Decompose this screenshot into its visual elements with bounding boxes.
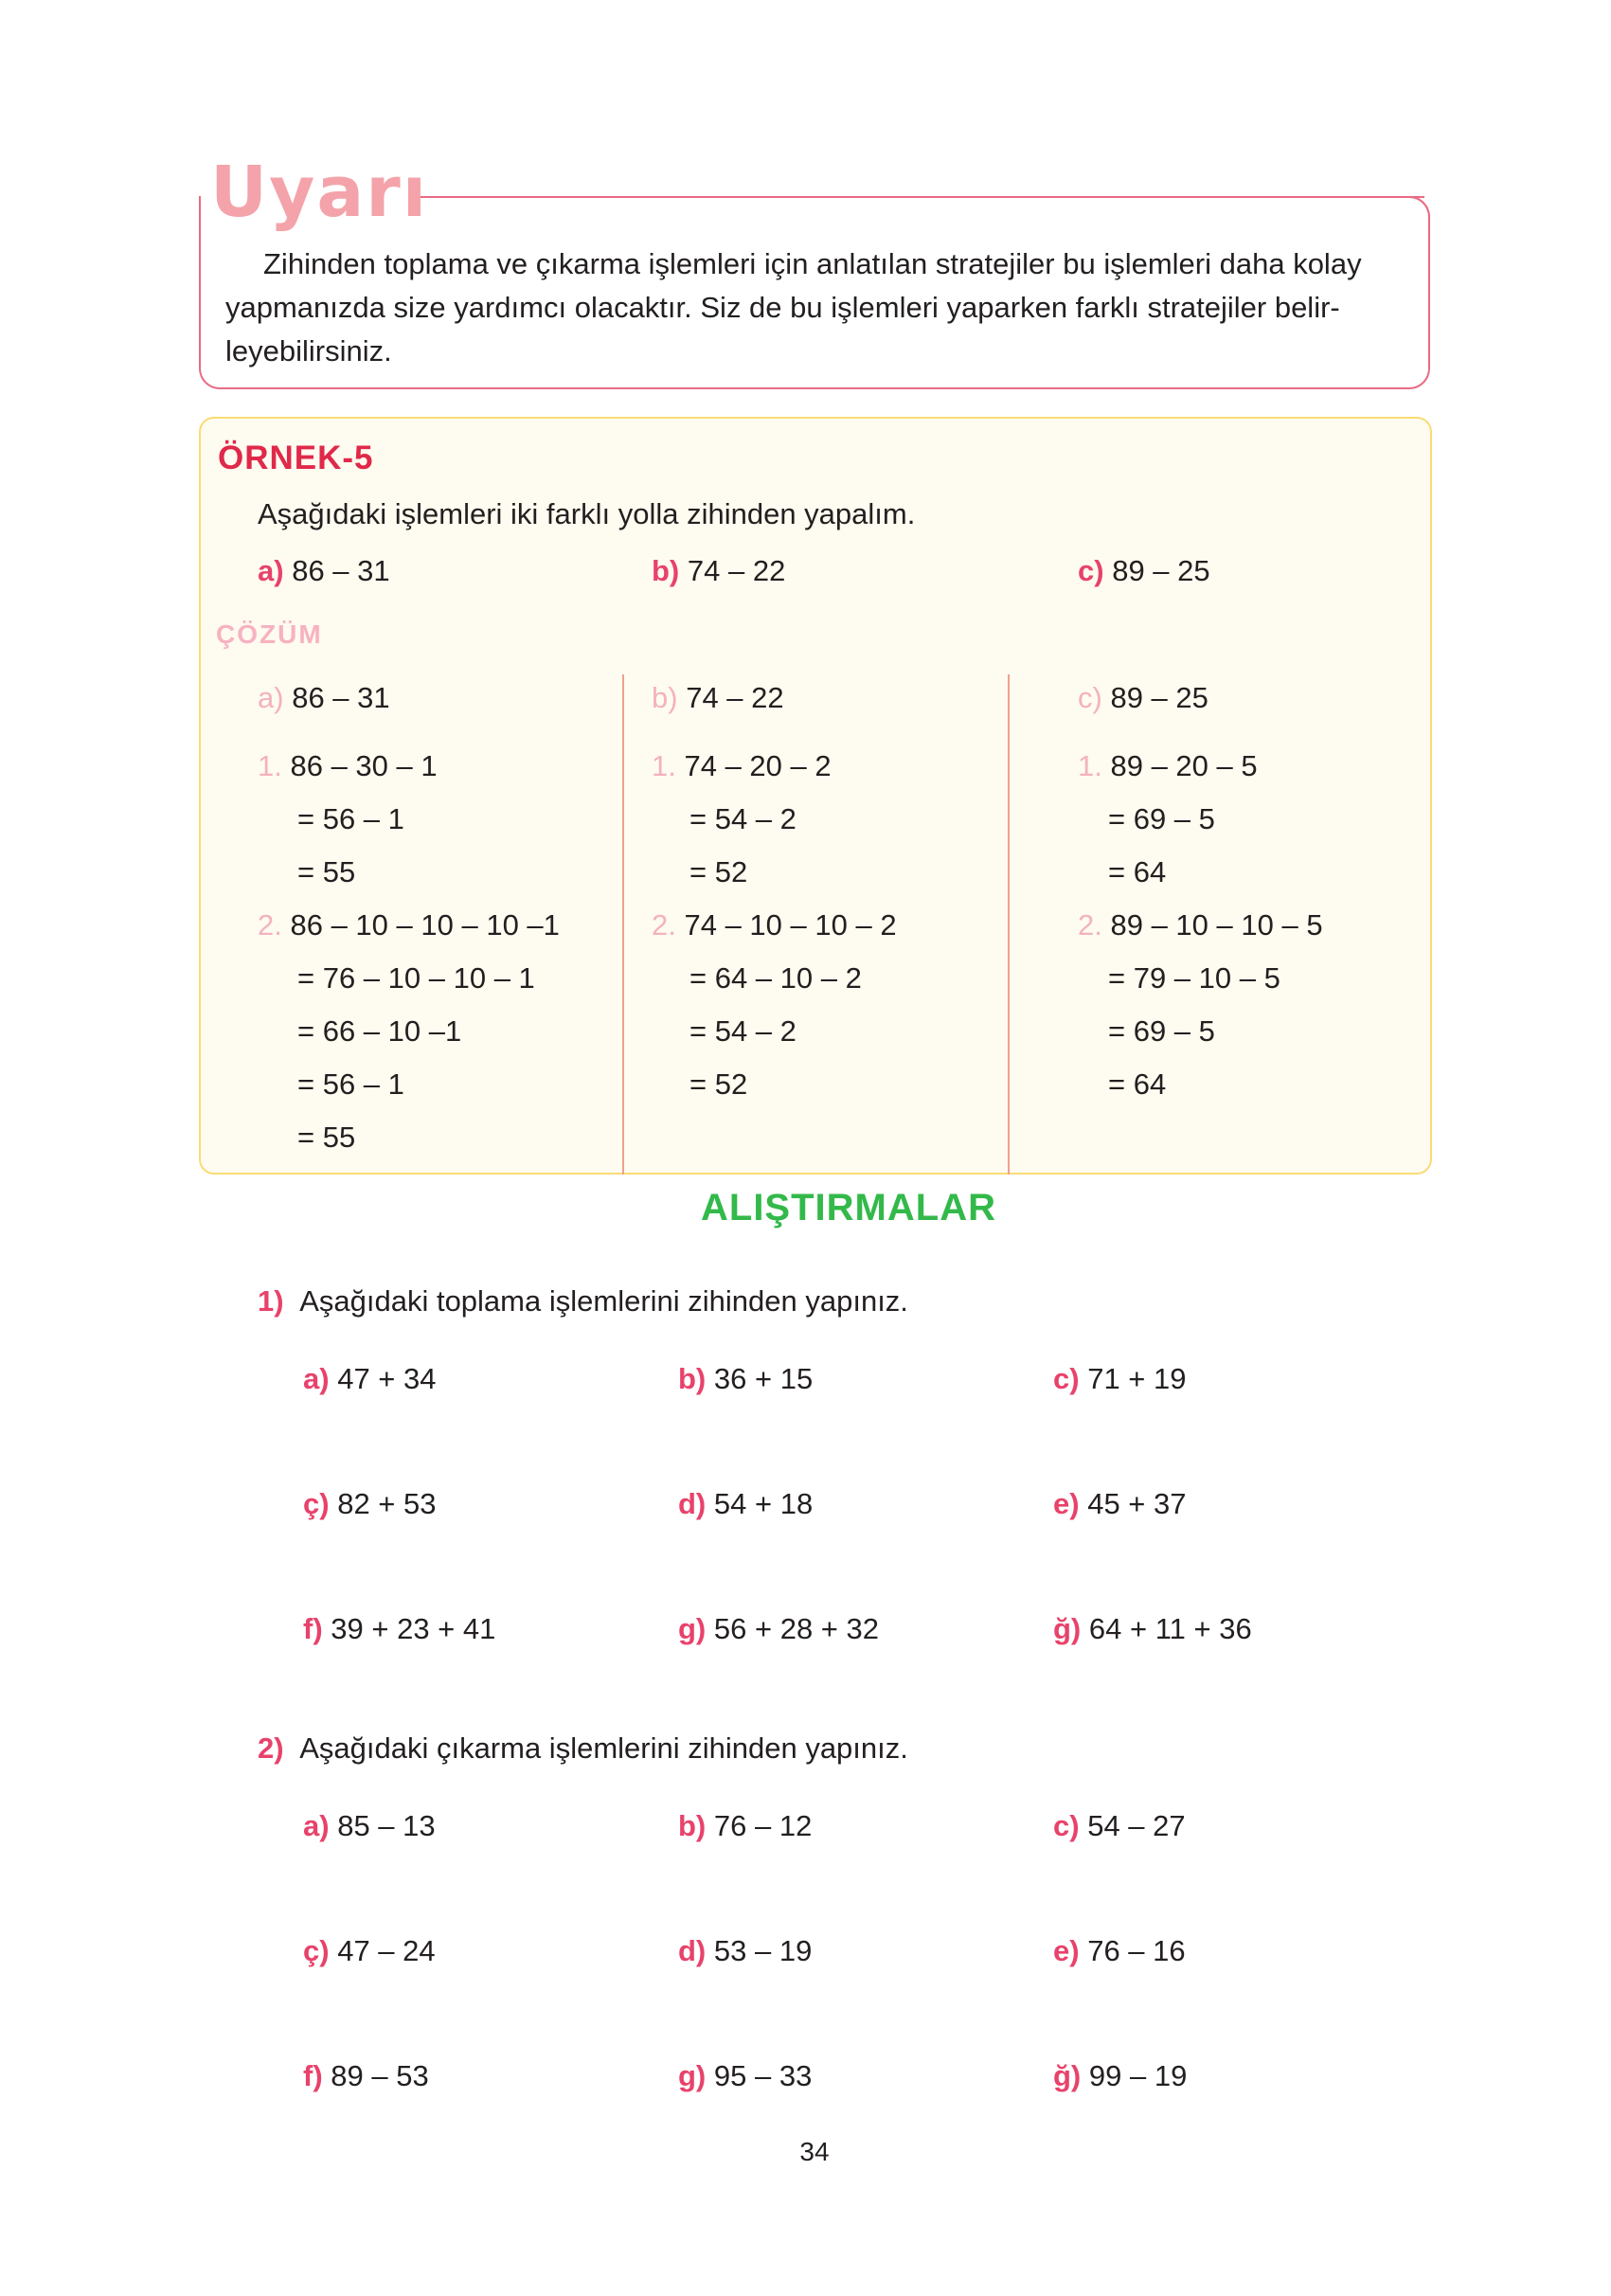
example-intro: Aşağıdaki işlemleri iki farklı yolla zihinden yapalım. (258, 497, 916, 530)
step-number: 2. (1078, 908, 1102, 942)
item-label: d) (678, 1934, 707, 1967)
item-expr: 54 + 18 (713, 1487, 814, 1520)
step-line: = 56 – 1 (297, 802, 404, 835)
problem-label: c) (1078, 554, 1104, 587)
step-number: 2. (258, 908, 282, 942)
step-number: 1. (1078, 749, 1102, 782)
q1-item (1053, 1612, 1252, 1646)
step-line: 86 – 10 – 10 – 10 –1 (290, 908, 560, 942)
exercises-title: ALIŞTIRMALAR (701, 1187, 996, 1229)
example-problem-c (1078, 554, 1210, 588)
item-label: e) (1053, 1934, 1080, 1967)
question-number: 1) (258, 1284, 284, 1318)
step-line: = 69 – 5 (1108, 802, 1215, 835)
warning-top-line (409, 196, 1424, 198)
step-line: 86 – 30 – 1 (290, 749, 438, 782)
problem-expr: 86 – 31 (292, 554, 390, 587)
item-label: a) (303, 1809, 330, 1842)
solution-a-way1 (258, 740, 560, 1164)
solution-label: a) (258, 681, 284, 714)
item-expr: 82 + 53 (337, 1487, 437, 1520)
solution-label: b) (652, 681, 678, 714)
step-line: = 56 – 1 (297, 1067, 404, 1101)
step-line: = 52 (689, 1067, 748, 1101)
item-label: b) (678, 1362, 707, 1395)
item-expr: 45 + 37 (1087, 1487, 1187, 1520)
warning-corner (1394, 196, 1430, 232)
q2-item (1053, 2059, 1187, 2093)
step-number: 1. (258, 749, 282, 782)
step-line: = 64 (1108, 855, 1167, 888)
warning-title: Uyarı (210, 152, 429, 233)
item-expr: 95 – 33 (713, 2059, 813, 2092)
solution-b-way1 (652, 740, 897, 1111)
q1-item (678, 1362, 813, 1396)
problem-label: a) (258, 554, 284, 587)
item-label: g) (678, 2059, 707, 2092)
solution-expr: 74 – 22 (686, 681, 784, 714)
question-number: 2) (258, 1731, 284, 1765)
solution-b-header (652, 672, 784, 725)
step-line: 89 – 20 – 5 (1110, 749, 1258, 782)
item-expr: 71 + 19 (1087, 1362, 1187, 1395)
solution-label: c) (1078, 681, 1102, 714)
item-expr: 85 – 13 (337, 1809, 436, 1842)
item-expr: 56 + 28 + 32 (713, 1612, 879, 1645)
step-line: = 55 (297, 855, 356, 888)
q2-item (678, 2059, 812, 2093)
q2-item (303, 2059, 429, 2093)
item-expr: 47 + 34 (337, 1362, 437, 1395)
step-line: = 64 – 10 – 2 (689, 961, 862, 995)
item-label: f) (303, 1612, 323, 1645)
item-expr: 64 + 11 + 36 (1088, 1612, 1252, 1645)
q2-item (1053, 1934, 1186, 1968)
item-label: c) (1053, 1809, 1080, 1842)
solution-expr: 89 – 25 (1110, 681, 1208, 714)
step-line: 74 – 20 – 2 (684, 749, 832, 782)
column-divider (622, 674, 624, 1175)
item-expr: 54 – 27 (1087, 1809, 1186, 1842)
q1-item (1053, 1487, 1187, 1521)
solution-expr: 86 – 31 (292, 681, 390, 714)
example-title: ÖRNEK-5 (218, 439, 374, 476)
item-expr: 53 – 19 (713, 1934, 813, 1967)
step-line: = 55 (297, 1121, 356, 1154)
step-line: = 54 – 2 (689, 802, 797, 835)
q1-item (1053, 1362, 1187, 1396)
step-line: = 54 – 2 (689, 1014, 797, 1048)
item-expr: 99 – 19 (1088, 2059, 1188, 2092)
item-label: ç) (303, 1934, 330, 1967)
q1-item (303, 1362, 437, 1396)
item-expr: 76 – 12 (713, 1809, 813, 1842)
step-number: 2. (652, 908, 676, 942)
solution-title: ÇÖZÜM (216, 619, 323, 649)
step-line: 89 – 10 – 10 – 5 (1110, 908, 1323, 942)
q1-item (678, 1612, 879, 1646)
example-problem-b (652, 554, 785, 588)
item-label: d) (678, 1487, 707, 1520)
q1-item (303, 1612, 495, 1646)
solution-a-header (258, 672, 390, 725)
step-number: 1. (652, 749, 676, 782)
question-1 (258, 1284, 908, 1318)
step-line: = 66 – 10 –1 (297, 1014, 462, 1048)
item-expr: 76 – 16 (1087, 1934, 1186, 1967)
q2-item (303, 1934, 436, 1968)
q2-item (303, 1809, 436, 1843)
item-expr: 89 – 53 (331, 2059, 429, 2092)
step-line: = 69 – 5 (1108, 1014, 1215, 1048)
item-label: ğ) (1053, 1612, 1082, 1645)
question-2 (258, 1731, 908, 1766)
step-line: 74 – 10 – 10 – 2 (684, 908, 897, 942)
solution-c-header (1078, 672, 1208, 725)
q1-item (678, 1487, 813, 1521)
item-label: ğ) (1053, 2059, 1082, 2092)
q2-item (678, 1809, 812, 1843)
problem-label: b) (652, 554, 680, 587)
step-line: = 64 (1108, 1067, 1167, 1101)
item-expr: 36 + 15 (713, 1362, 814, 1395)
item-label: b) (678, 1809, 707, 1842)
q2-item (678, 1934, 812, 1968)
item-label: g) (678, 1612, 707, 1645)
column-divider (1008, 674, 1010, 1175)
question-text: Aşağıdaki çıkarma işlemlerini zihinden yapınız. (299, 1731, 908, 1765)
q1-item (303, 1487, 437, 1521)
example-problem-a (258, 554, 390, 588)
item-label: e) (1053, 1487, 1080, 1520)
item-expr: 47 – 24 (337, 1934, 436, 1967)
q2-item (1053, 1809, 1186, 1843)
step-line: = 76 – 10 – 10 – 1 (297, 961, 535, 995)
solution-c-way1 (1078, 740, 1323, 1111)
item-expr: 39 + 23 + 41 (331, 1612, 496, 1645)
question-text: Aşağıdaki toplama işlemlerini zihinden yapınız. (299, 1284, 908, 1318)
problem-expr: 89 – 25 (1112, 554, 1210, 587)
page-number: 34 (799, 2137, 830, 2166)
step-line: = 52 (689, 855, 748, 888)
problem-expr: 74 – 22 (687, 554, 786, 587)
item-label: f) (303, 2059, 323, 2092)
warning-text: Zihinden toplama ve çıkarma işlemleri için anlatılan stratejiler bu işlemleri daha kolay yapmanızda size yardımcı olacaktır. Siz de bu işlemleri yaparken farklı stratejiler belir-leyebilirsiniz. (225, 247, 1362, 368)
step-line: = 79 – 10 – 5 (1108, 961, 1280, 995)
item-label: ç) (303, 1487, 330, 1520)
item-label: a) (303, 1362, 330, 1395)
item-label: c) (1053, 1362, 1080, 1395)
